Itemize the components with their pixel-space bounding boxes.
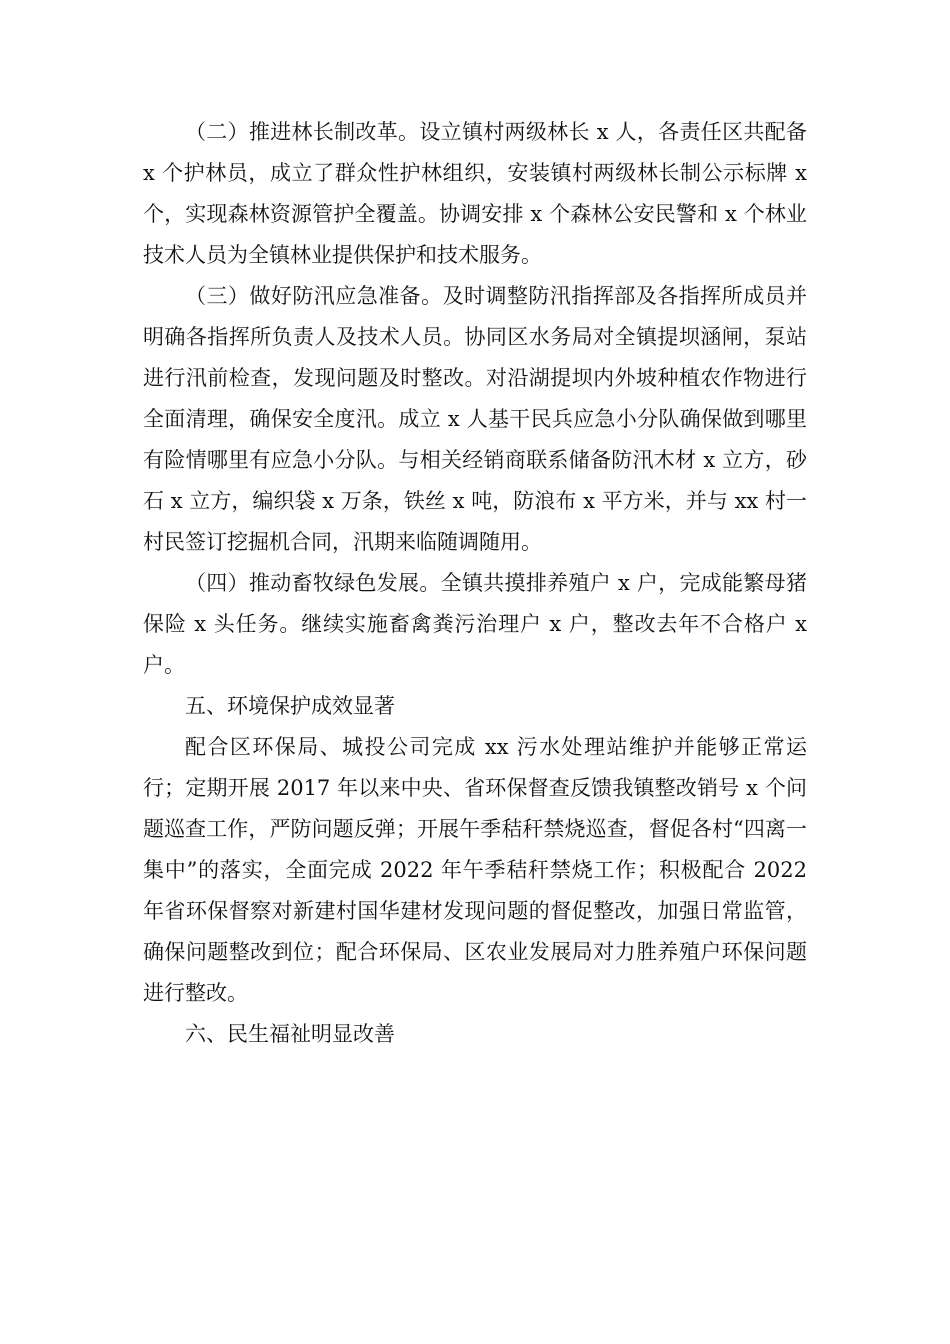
paragraph-environmental-protection: 配合区环保局、城投公司完成 xx 污水处理站维护并能够正常运行；定期开展 2017 年以来中央、省环保督查反馈我镇整改销号 x 个问题巡查工作，严防问题反弹；开展午季秸秆禁烧巡查，督促各村“四离一集中”的落实，全面完成 2022 年午季秸秆禁烧工作；积极配合 2022 年省环保督察对新建村国华建材发现问题的督促整改，加强日常监管，确保问题整改到位；配合环保局、区农业发展局对力胜养殖户环保问题进行整改。 (143, 735, 807, 1005)
paragraph-forest-chief-reform: （二）推进林长制改革。设立镇村两级林长 x 人，各责任区共配备 x 个护林员，成立了群众性护林组织，安装镇村两级林长制公示标牌 x 个，实现森林资源管护全覆盖。协调安排 x 个森林公安民警和 x 个林业技术人员为全镇林业提供保护和技术服务。 (143, 120, 807, 267)
paragraph-flood-prevention: （三）做好防汛应急准备。及时调整防汛指挥部及各指挥所成员并明确各指挥所负责人及技术人员。协同区水务局对全镇提坝涵闸，泵站进行汛前检查，发现问题及时整改。对沿湖提坝内外坡种植农作物进行全面清理，确保安全度汛。成立 x 人基干民兵应急小分队确保做到哪里有险情哪里有应急小分队。与相关经销商联系储备防汛木材 x 立方，砂石 x 立方，编织袋 x 万条，铁丝 x 吨，防浪布 x 平方米，并与 xx 村一村民签订挖掘机合同，汛期来临随调随用。 (143, 284, 807, 554)
section-five-heading: 五、环境保护成效显著 (185, 694, 395, 718)
section-six-heading: 六、民生福祉明显改善 (185, 1022, 395, 1046)
paragraph-livestock-green: （四）推动畜牧绿色发展。全镇共摸排养殖户 x 户，完成能繁母猪保险 x 头任务。继续实施畜禽粪污治理户 x 户，整改去年不合格户 x 户。 (143, 571, 807, 677)
document-body (143, 112, 807, 1055)
